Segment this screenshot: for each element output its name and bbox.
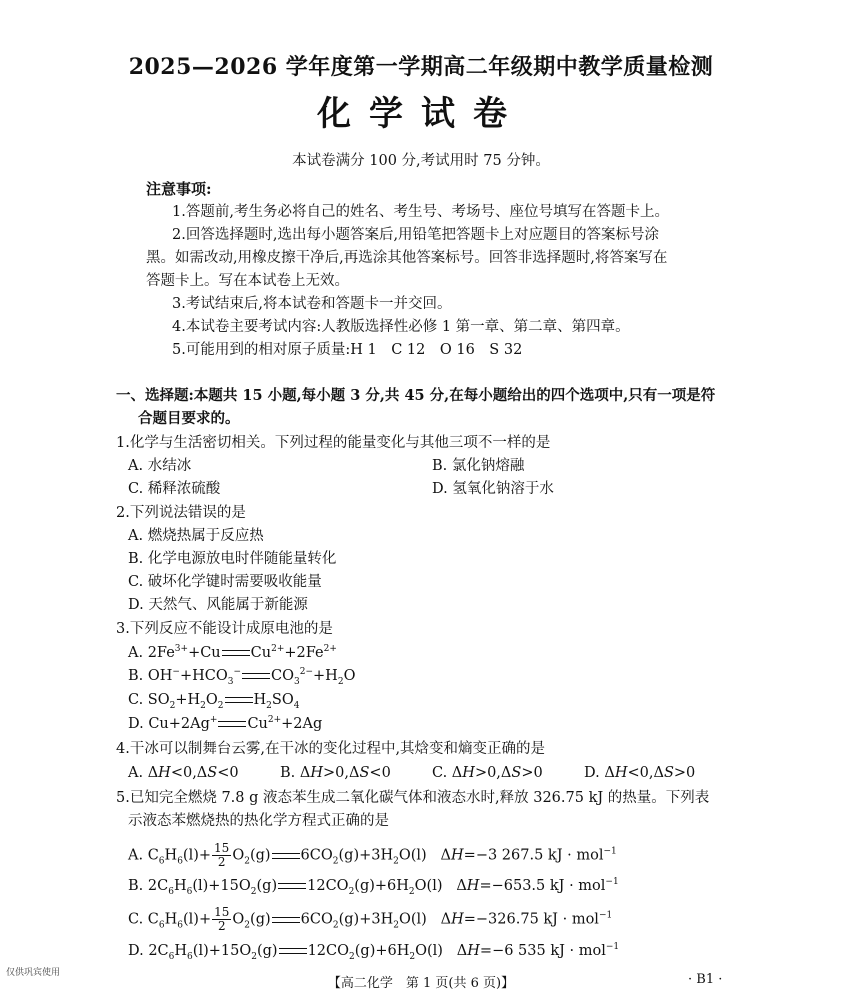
- option-b: B. 氯化钠熔融: [432, 458, 525, 474]
- option-c: C. $SO_2+H_2O_2$ $H_2SO_4$: [128, 692, 300, 711]
- option-a: A. ΔH<0,ΔS<0: [128, 765, 239, 781]
- option-d: D. 天然气、风能属于新能源: [128, 597, 308, 613]
- note-item: 4.本试卷主要考试内容:人教版选择性必修 1 第一章、第二章、第四章。: [172, 319, 630, 335]
- footer-side-note: 仅供巩宾使用: [6, 968, 61, 978]
- option-c: C. $C_6H_6(l)+$ $\frac{15}{2}$ $O_2(g)$ $6CO_2(g)+3H_2O(l)$ ΔH=−326.75 kJ · mol$^{-1}$: [128, 905, 613, 933]
- enthalpy-value: −326.75 kJ · mol: [475, 911, 599, 928]
- option-c: C. 破坏化学键时需要吸收能量: [128, 574, 322, 590]
- exam-title: 2025—2026 学年度第一学期高二年级期中教学质量检测: [128, 54, 714, 80]
- option-d: D. Cu+2Ag+ $Cu^{2+}+2Ag$: [128, 715, 323, 732]
- option-d: D. ΔH<0,ΔS>0: [584, 765, 696, 781]
- question-stem: 1.化学与生活密切相关。下列过程的能量变化与其他三项不一样的是: [116, 435, 551, 451]
- note-item: 2.回答选择题时,选出每小题答案后,用铅笔把答题卡上对应题目的答案标号涂: [172, 227, 660, 243]
- option-label: C.: [128, 692, 144, 708]
- question-stem: 3.下列反应不能设计成原电池的是: [116, 621, 333, 637]
- option-label: D.: [128, 716, 144, 732]
- page-footer: 【高二化学 第 1 页(共 6 页)】: [327, 976, 515, 991]
- enthalpy-value: −6 535 kJ · mol: [492, 943, 606, 959]
- section-heading: 一、选择题:本题共 15 小题,每小题 3 分,共 45 分,在每小题给出的四个选项中,只有一项是符: [116, 387, 716, 404]
- question-stem: 4.干冰可以制舞台云雾,在干冰的变化过程中,其焓变和熵变正确的是: [116, 741, 546, 757]
- option-b: B. 化学电源放电时伴随能量转化: [128, 551, 337, 567]
- option-a: A. 水结冰: [128, 458, 192, 474]
- note-item: 1.答题前,考生务必将自己的姓名、考生号、考场号、座位号填写在答题卡上。: [172, 204, 669, 220]
- note-item: 3.考试结束后,将本试卷和答题卡一并交回。: [172, 296, 452, 312]
- option-d: D. 氢氧化钠溶于水: [432, 481, 554, 497]
- option-d: D. $2C_6H_6(l)+15O_2(g)$ $12CO_2(g)+6H_2O(l)$ ΔH=−6 535 kJ · mol$^{-1}$: [128, 942, 620, 962]
- section-heading-cont: 合题目要求的。: [138, 410, 240, 427]
- question-stem: 5.已知完全燃烧 7.8 g 液态苯生成二氧化碳气体和液态水时,释放 326.75 kJ 的热量。下列表: [116, 790, 710, 806]
- page-code: · B1 ·: [688, 972, 723, 987]
- option-c: C. ΔH>0,ΔS>0: [432, 765, 543, 781]
- note-item: 黑。如需改动,用橡皮擦干净后,再选涂其他答案标号。回答非选择题时,将答案写在: [146, 250, 668, 266]
- subject-title: 化学试卷: [317, 94, 525, 134]
- enthalpy-value: −653.5 kJ · mol: [491, 878, 606, 894]
- exam-meta: 本试卷满分 100 分,考试用时 75 分钟。: [292, 153, 550, 169]
- option-label: B.: [128, 668, 144, 684]
- option-a: A. 燃烧热属于反应热: [128, 528, 264, 544]
- option-b: B. $OH^-+HCO_3^-$ $CO_3^{2-}+H_2O$: [128, 667, 356, 687]
- option-c: C. 稀释浓硫酸: [128, 481, 221, 497]
- question-stem: 2.下列说法错误的是: [116, 505, 246, 521]
- option-label: A.: [128, 645, 144, 661]
- question-stem-cont: 示液态苯燃烧热的热化学方程式正确的是: [128, 813, 389, 829]
- option-b: B. $2C_6H_6(l)+15O_2(g)$ $12CO_2(g)+6H_2O(l)$ ΔH=−653.5 kJ · mol$^{-1}$: [128, 877, 619, 897]
- option-a: A. $2Fe^{3+}+Cu$ $Cu^{2+}+2Fe^{2+}$: [128, 644, 337, 661]
- notes-heading: 注意事项:: [146, 180, 212, 198]
- option-a: A. $C_6H_6(l)+$ $\frac{15}{2}$ $O_2(g)$ $6CO_2(g)+3H_2O(l)$ ΔH=−3 267.5 kJ · mol$^{-1}$: [128, 841, 617, 869]
- note-item: 答题卡上。写在本试卷上无效。: [146, 273, 349, 289]
- enthalpy-value: −3 267.5 kJ · mol: [475, 847, 604, 864]
- note-item: 5.可能用到的相对原子质量:H 1 C 12 O 16 S 32: [172, 342, 523, 358]
- option-b: B. ΔH>0,ΔS<0: [280, 765, 391, 781]
